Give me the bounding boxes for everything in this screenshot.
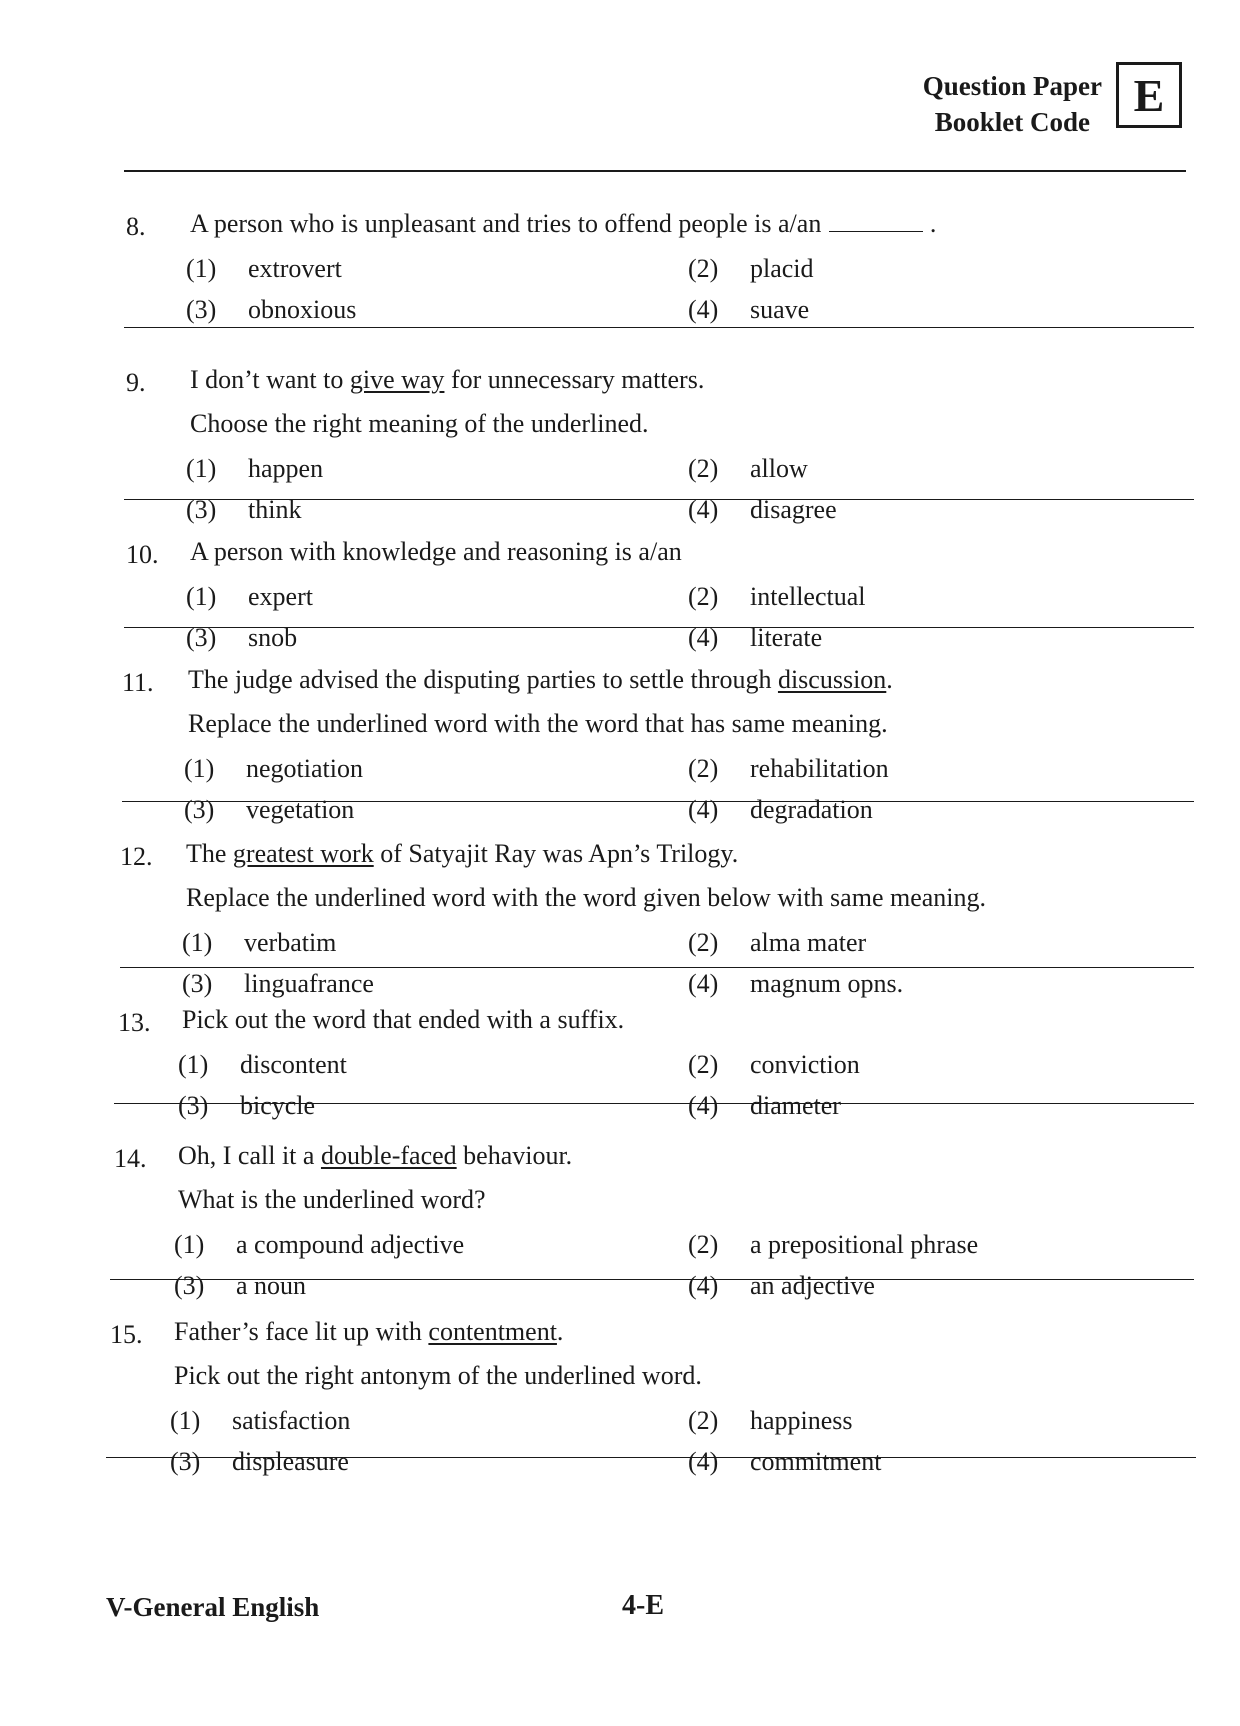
option-label: (3) <box>186 295 217 324</box>
question-number: 11. <box>122 668 154 697</box>
question-13 <box>114 968 1194 1120</box>
question-stem: A person with knowledge and reasoning is a/an <box>190 537 682 566</box>
question-number: 10. <box>126 540 159 569</box>
option-label: (2) <box>688 454 719 483</box>
option-text: conviction <box>750 1050 860 1079</box>
option-text: bicycle <box>240 1091 316 1120</box>
question-11 <box>122 628 1194 824</box>
option-text: expert <box>248 582 313 611</box>
option-text: rehabilitation <box>750 754 889 783</box>
option-label: (1) <box>170 1406 201 1435</box>
option-text: allow <box>750 454 808 483</box>
option-2[interactable] <box>688 1224 1194 1265</box>
option-text: magnum opns. <box>750 969 904 998</box>
underlined-phrase: give way <box>349 365 445 394</box>
option-text: verbatim <box>244 928 337 957</box>
question-stem: I don’t want to give way for unnecessary matters. <box>190 365 705 394</box>
option-label: (1) <box>184 754 215 783</box>
option-text: vegetation <box>246 795 355 824</box>
question-instruction: What is the underlined word? <box>178 1185 486 1214</box>
option-label: (2) <box>688 928 719 957</box>
question-number: 15. <box>110 1320 143 1349</box>
option-2[interactable] <box>688 576 1194 617</box>
option-3[interactable] <box>186 289 688 330</box>
option-label: (4) <box>688 795 719 824</box>
question-12 <box>120 802 1194 998</box>
code-label-line1: Question Paper <box>922 71 1102 101</box>
option-label: (3) <box>174 1271 205 1300</box>
option-text: happiness <box>750 1406 853 1435</box>
option-label: (4) <box>688 1447 719 1476</box>
option-label: (1) <box>174 1230 205 1259</box>
question-stem: Father’s face lit up with contentment. <box>174 1317 564 1346</box>
option-text: discontent <box>240 1050 347 1079</box>
booklet-code-box: E <box>1116 62 1182 128</box>
option-1[interactable] <box>186 576 688 617</box>
question-stem: Pick out the word that ended with a suffix. <box>182 1005 625 1034</box>
question-number: 13. <box>118 1008 151 1037</box>
question-number: 14. <box>114 1144 147 1173</box>
option-label: (4) <box>688 1271 719 1300</box>
option-label: (3) <box>182 969 213 998</box>
option-label: (2) <box>688 1050 719 1079</box>
option-4[interactable] <box>688 289 1194 330</box>
booklet-code-label <box>923 68 1102 140</box>
option-text: a noun <box>236 1271 307 1300</box>
option-label: (3) <box>184 795 215 824</box>
option-label: (1) <box>186 582 217 611</box>
question-stem: The judge advised the disputing parties to settle through discussion. <box>188 665 893 694</box>
option-label: (4) <box>688 969 719 998</box>
booklet-code-header <box>923 62 1182 140</box>
option-text: extrovert <box>248 254 342 283</box>
option-text: snob <box>248 623 298 652</box>
option-1[interactable] <box>174 1224 688 1265</box>
question-body <box>170 1310 1196 1482</box>
underlined-phrase: double-faced <box>320 1141 457 1170</box>
option-text: negotiation <box>246 754 363 783</box>
question-instruction: Replace the underlined word with the word given below with same meaning. <box>186 883 987 912</box>
option-text: happen <box>248 454 324 483</box>
option-text: literate <box>750 623 823 652</box>
option-2[interactable] <box>688 248 1194 289</box>
option-label: (2) <box>688 582 719 611</box>
option-label: (4) <box>688 495 719 524</box>
option-label: (1) <box>178 1050 209 1079</box>
question-list <box>0 172 1240 1476</box>
option-text: linguafrance <box>244 969 374 998</box>
question-instruction: Pick out the right antonym of the underlined word. <box>174 1361 702 1390</box>
option-label: (1) <box>182 928 213 957</box>
option-text: displeasure <box>232 1447 349 1476</box>
option-label: (4) <box>688 1091 719 1120</box>
option-label: (4) <box>688 295 719 324</box>
option-3[interactable] <box>170 1441 688 1482</box>
option-label: (1) <box>186 254 217 283</box>
option-4[interactable] <box>688 1441 1196 1482</box>
option-text: a compound adjective <box>236 1230 465 1259</box>
option-text: commitment <box>750 1447 882 1476</box>
option-text: intellectual <box>750 582 866 611</box>
option-1[interactable] <box>186 248 688 289</box>
option-1[interactable] <box>184 748 688 789</box>
question-9 <box>124 328 1194 524</box>
question-number: 8. <box>126 212 146 241</box>
option-label: (3) <box>186 623 217 652</box>
question-instruction: Replace the underlined word with the word that has same meaning. <box>188 709 888 738</box>
option-text: suave <box>750 295 810 324</box>
option-text: disagree <box>750 495 837 524</box>
option-label: (3) <box>186 495 217 524</box>
question-number: 12. <box>120 842 153 871</box>
option-2[interactable] <box>688 448 1194 489</box>
question-body <box>186 202 1194 330</box>
answer-options <box>170 1400 1196 1482</box>
question-stem: A person who is unpleasant and tries to offend people is a/an . <box>190 209 937 238</box>
option-2[interactable] <box>688 1400 1196 1441</box>
option-label: (3) <box>178 1091 209 1120</box>
question-14 <box>110 1104 1194 1300</box>
code-label-line2: Booklet Code <box>934 107 1090 137</box>
option-text: diameter <box>750 1091 841 1120</box>
answer-options <box>186 248 1194 330</box>
option-label: (2) <box>688 1406 719 1435</box>
question-8 <box>124 172 1194 328</box>
option-1[interactable] <box>170 1400 688 1441</box>
option-text: obnoxious <box>248 295 357 324</box>
option-text: think <box>248 495 302 524</box>
option-1[interactable] <box>182 922 688 963</box>
option-2[interactable] <box>688 1044 1194 1085</box>
subject-footer: V-General English <box>106 1592 320 1622</box>
option-text: a prepositional phrase <box>750 1230 979 1259</box>
option-text: degradation <box>750 795 873 824</box>
option-label: (3) <box>170 1447 201 1476</box>
option-text: alma mater <box>750 928 867 957</box>
option-label: (2) <box>688 754 719 783</box>
question-10 <box>124 500 1194 652</box>
option-1[interactable] <box>178 1044 688 1085</box>
option-label: (2) <box>688 1230 719 1259</box>
question-stem: The greatest work of Satyajit Ray was Apn’s Trilogy. <box>186 839 739 868</box>
question-instruction: Choose the right meaning of the underlined. <box>190 409 649 438</box>
option-text: satisfaction <box>232 1406 351 1435</box>
option-label: (1) <box>186 454 217 483</box>
option-2[interactable] <box>688 922 1194 963</box>
option-1[interactable] <box>186 448 688 489</box>
answer-blank <box>829 209 923 232</box>
page-number: 4-E <box>622 1590 664 1621</box>
underlined-phrase: greatest work <box>232 839 374 868</box>
option-text: an adjective <box>750 1271 875 1300</box>
question-number: 9. <box>126 368 146 397</box>
question-stem: Oh, I call it a double-faced behaviour. <box>178 1141 573 1170</box>
option-text: placid <box>750 254 814 283</box>
option-label: (4) <box>688 623 719 652</box>
underlined-phrase: contentment <box>428 1317 557 1346</box>
option-label: (2) <box>688 254 719 283</box>
question-15 <box>106 1280 1196 1476</box>
option-2[interactable] <box>688 748 1194 789</box>
underlined-phrase: discussion <box>777 665 887 694</box>
